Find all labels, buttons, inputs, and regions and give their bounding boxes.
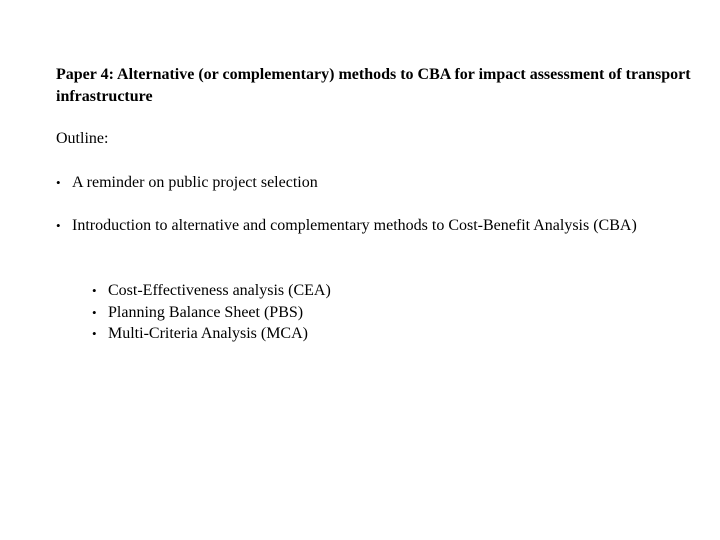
bullet-icon: • xyxy=(92,305,97,320)
sub-list-item-text: Planning Balance Sheet (PBS) xyxy=(108,304,304,321)
list-item xyxy=(56,172,676,194)
bullet-icon: • xyxy=(56,175,61,190)
page-title: Paper 4: Alternative (or complementary) methods to CBA for impact assessment of transport infrastructure xyxy=(56,66,691,105)
sub-list-item-text: Multi-Criteria Analysis (MCA) xyxy=(108,325,308,342)
outline-heading: Outline: xyxy=(56,130,109,147)
bullet-icon: • xyxy=(92,283,97,298)
bullet-icon: • xyxy=(92,326,97,341)
list-item-text: Introduction to alternative and complementary methods to Cost-Benefit Analysis (CBA) xyxy=(72,217,637,234)
sub-list-item xyxy=(92,280,592,302)
bullet-icon: • xyxy=(56,218,61,233)
sub-list-item xyxy=(92,323,592,345)
sub-list-item-text: Cost-Effectiveness analysis (CEA) xyxy=(108,282,331,299)
sub-list-item xyxy=(92,302,592,324)
list-item xyxy=(56,215,676,237)
list-item-text: A reminder on public project selection xyxy=(72,174,318,191)
